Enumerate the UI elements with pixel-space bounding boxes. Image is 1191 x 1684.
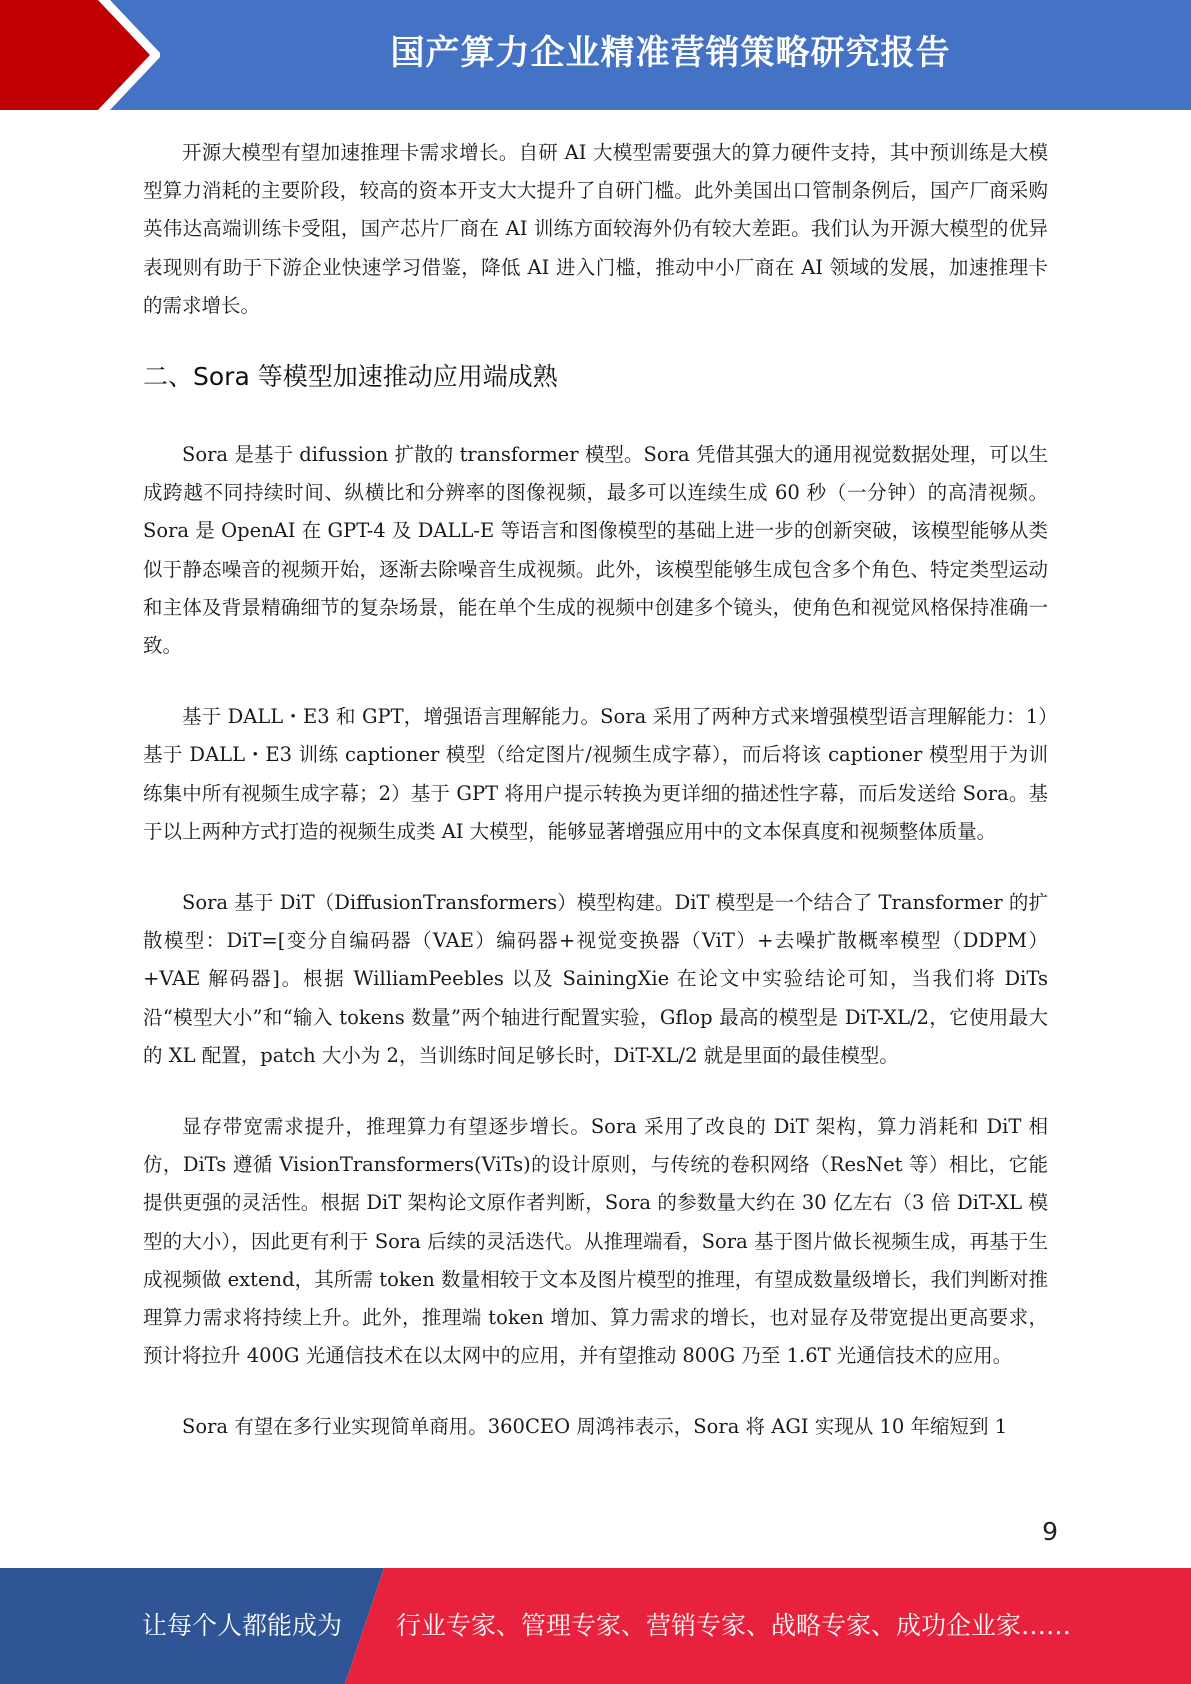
footer-slogan-right: 行业专家、管理专家、营销专家、战略专家、成功企业家……	[396, 1611, 1072, 1640]
header-band	[0, 0, 1191, 110]
report-title: 国产算力企业精准营销策略研究报告	[390, 33, 951, 73]
header-arrow-decoration	[0, 0, 160, 110]
paragraph-sora-diffusion: Sora 是基于 difussion 扩散的 transformer 模型。Sora 凭借其强大的通用视觉数据处理，可以生成跨越不同持续时间、纵横比和分辨率的图像视频，最多可以连续生成 60 秒（一分钟）的高清视频。Sora 是 OpenAI 在 GPT-4 及 DALL-E 等语言和图像模型的基础上进一步的创新突破，该模型能够从类似于静态噪音的视频开始，逐渐去除噪音生成视频。此外，该模型能够生成包含多个角色、特定类型运动和主体及背景精确细节的复杂场景，能在单个生成的视频中创建多个镜头，使角色和视觉风格保持准确一致。	[143, 443, 1048, 658]
paragraph-dalle-gpt: 基于 DALL・E3 和 GPT，增强语言理解能力。Sora 采用了两种方式来增强模型语言理解能力：1）基于 DALL・E3 训练 captioner 模型（给定图片/视频生成字幕），而后将该 captioner 模型用于为训练集中所有视频生成字幕；2）基于 GPT 将用户提示转换为更详细的描述性字幕，而后发送给 Sora。基于以上两种方式打造的视频生成类 AI 大模型，能够显著增强应用中的文本保真度和视频整体质量。	[143, 705, 1048, 843]
paragraph-open-source-models: 开源大模型有望加速推理卡需求增长。自研 AI 大模型需要强大的算力硬件支持，其中预训练是大模型算力消耗的主要阶段，较高的资本开支大大提升了自研门槛。此外美国出口管制条例后，国产厂商采购英伟达高端训练卡受阻，国产芯片厂商在 AI 训练方面较海外仍有较大差距。我们认为开源大模型的优异表现则有助于下游企业快速学习借鉴，降低 AI 进入门槛，推动中小厂商在 AI 领域的发展，加速推理卡的需求增长。	[143, 141, 1048, 317]
paragraph-dit: Sora 基于 DiT（DiffusionTransformers）模型构建。DiT 模型是一个结合了 Transformer 的扩散模型：DiT=[变分自编码器（VAE）编码器+视觉变换器（ViT）+去噪扩散概率模型（DDPM）+VAE 解码器]。根据 WilliamPeebles 以及 SainingXie 在论文中实验结论可知，当我们将 DiTs 沿“模型大小”和“输入 tokens 数量”两个轴进行配置实验，Gflop 最高的模型是 DiT-XL/2，它使用最大的 XL 配置，patch 大小为 2，当训练时间足够长时，DiT-XL/2 就是里面的最佳模型。	[143, 891, 1048, 1067]
page-number: 9	[1042, 1517, 1058, 1546]
footer-slogan-left: 让每个人都能成为	[142, 1611, 343, 1640]
paragraph-commercial-use: Sora 有望在多行业实现简单商用。360CEO 周鸿祎表示，Sora 将 AGI 实现从 10 年缩短到 1	[182, 1415, 1008, 1439]
page-body	[143, 134, 1048, 1480]
footer-band	[0, 1568, 1191, 1684]
section-heading: 二、Sora 等模型加速推动应用端成熟	[143, 362, 558, 392]
paragraph-memory-bandwidth: 显存带宽需求提升，推理算力有望逐步增长。Sora 采用了改良的 DiT 架构，算力消耗和 DiT 相仿，DiTs 遵循 VisionTransformers(ViTs)的设计原则，与传统的卷积网络（ResNet 等）相比，它能提供更强的灵活性。根据 DiT 架构论文原作者判断，Sora 的参数量大约在 30 亿左右（3 倍 DiT-XL 模型的大小），因此更有利于 Sora 后续的灵活迭代。从推理端看，Sora 基于图片做长视频生成，再基于生成视频做 extend，其所需 token 数量相较于文本及图片模型的推理，有望成数量级增长，我们判断对推理算力需求将持续上升。此外，推理端 token 增加、算力需求的增长，也对显存及带宽提出更高要求，预计将拉升 400G 光通信技术在以太网中的应用，并有望推动 800G 乃至 1.6T 光通信技术的应用。	[143, 1115, 1048, 1368]
